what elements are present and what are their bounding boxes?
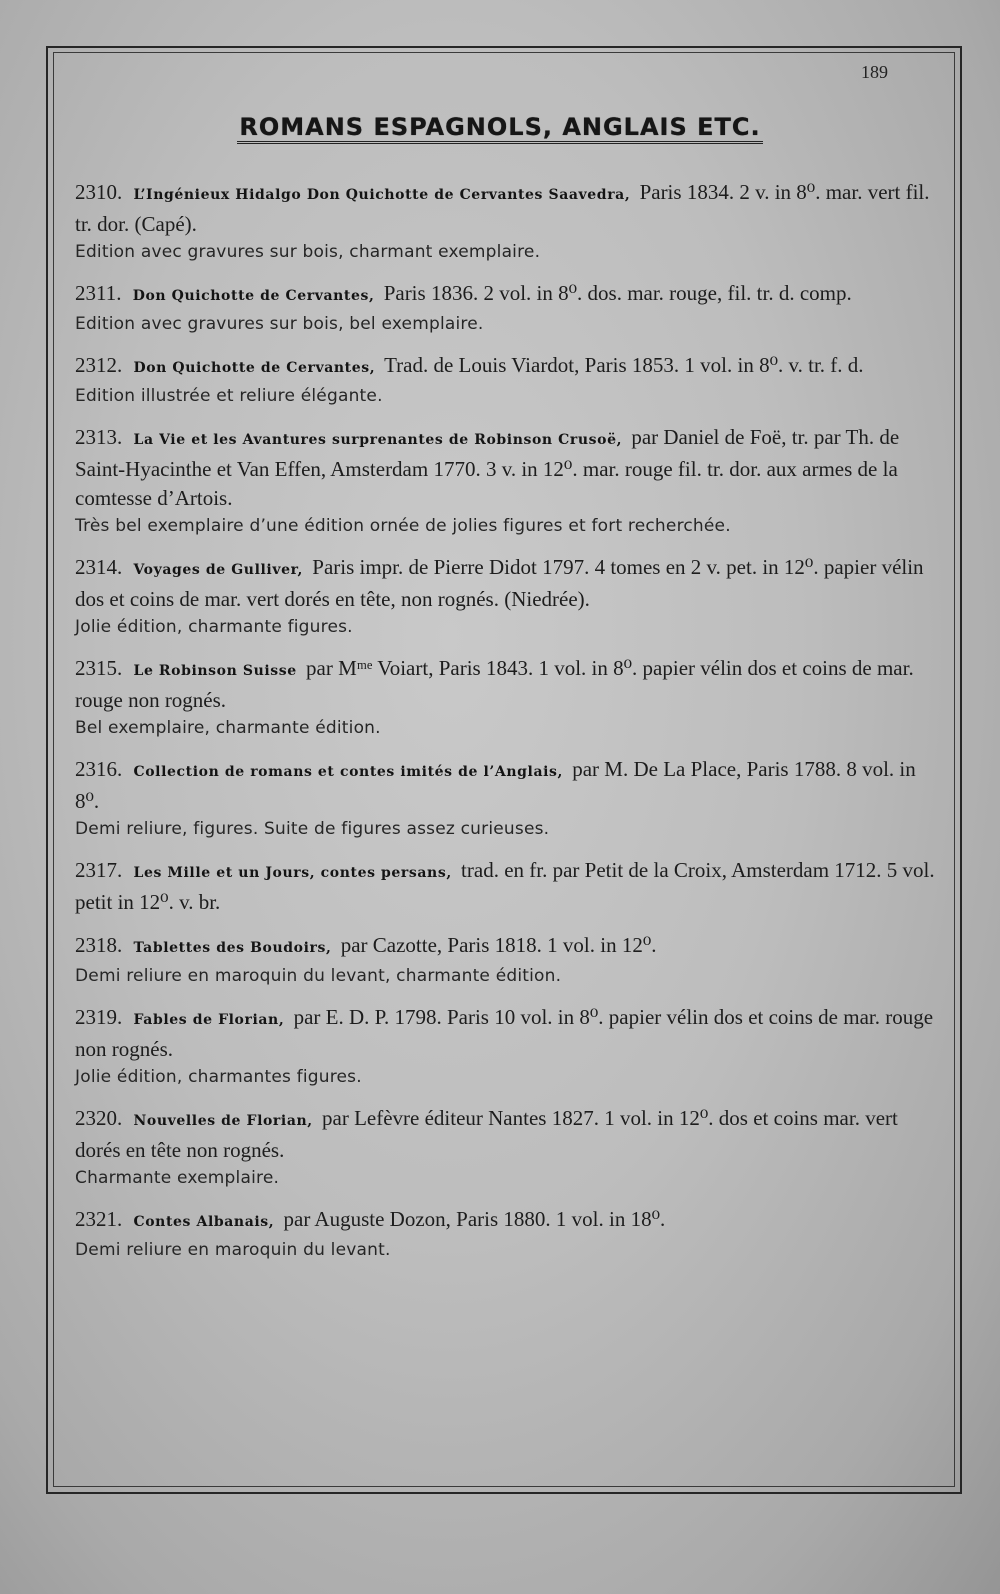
lot-number: 2315. [75,656,123,680]
book-title: Les Mille et un Jours, contes persans, [133,865,452,881]
book-note: Très bel exemplaire d’une édition ornée de jolies figures et fort recherchée. [75,516,731,536]
lot-number: 2317. [75,858,123,882]
catalog-entry [75,1104,935,1191]
book-title: L’Ingénieux Hidalgo Don Quichotte de Cervantes Saavedra, [133,187,631,203]
book-description: par E. D. P. 1798. Paris 10 vol. in 8⁰. papier vélin dos et coins de mar. rouge non rognés. [75,1005,934,1061]
book-note: Charmante exemplaire. [75,1168,280,1188]
catalog-entry [75,423,935,539]
lot-number: 2319. [75,1005,123,1029]
book-description: par Mᵐᵉ Voiart, Paris 1843. 1 vol. in 8⁰. papier vélin dos et coins de mar. rouge non rognés. [75,656,914,712]
book-title: Nouvelles de Florian, [133,1113,313,1129]
book-note: Demi reliure, figures. Suite de figures assez curieuses. [75,819,550,839]
book-description: par Cazotte, Paris 1818. 1 vol. in 12⁰. [340,933,657,957]
catalog-entry [75,654,935,741]
book-note: Bel exemplaire, charmante édition. [75,718,381,738]
catalog-entry [75,1205,935,1263]
catalog-entry [75,553,935,640]
book-title: La Vie et les Avantures surprenantes de Robinson Crusoë, [133,432,623,448]
book-note: Edition avec gravures sur bois, charmant exemplaire. [75,242,541,262]
book-title: Le Robinson Suisse [133,663,297,679]
lot-number: 2310. [75,180,123,204]
lot-number: 2316. [75,757,123,781]
catalog-entries [75,178,935,1277]
book-description: par M. De La Place, Paris 1788. 8 vol. in 8⁰. [75,757,916,813]
section-heading-text: ROMANS ESPAGNOLS, ANGLAIS ETC. [237,112,762,144]
book-note: Jolie édition, charmantes figures. [75,1067,362,1087]
book-description: par Auguste Dozon, Paris 1880. 1 vol. in 18⁰. [283,1207,666,1231]
book-note: Edition illustrée et reliure élégante. [75,386,383,406]
book-description: trad. en fr. par Petit de la Croix, Amsterdam 1712. 5 vol. petit in 12⁰. v. br. [75,858,935,914]
book-description: Paris 1836. 2 vol. in 8⁰. dos. mar. rouge, fil. tr. d. comp. [383,281,852,305]
book-description: Paris impr. de Pierre Didot 1797. 4 tomes en 2 v. pet. in 12⁰. papier vélin dos et coins de mar. vert dorés en tête, non rognés. (Niedrée). [75,555,924,611]
book-title: Collection de romans et contes imités de l’Anglais, [133,764,563,780]
catalog-entry [75,351,935,409]
lot-number: 2311. [75,281,122,305]
page-number: 189 [861,62,888,82]
section-heading [0,112,1000,144]
book-description: par Lefèvre éditeur Nantes 1827. 1 vol. in 12⁰. dos et coins mar. vert dorés en tête non rognés. [75,1106,898,1162]
book-title: Voyages de Gulliver, [133,562,304,578]
book-note: Edition avec gravures sur bois, bel exemplaire. [75,314,484,334]
book-note: Jolie édition, charmante figures. [75,617,353,637]
catalog-entry [75,1003,935,1090]
catalog-entry [75,856,935,917]
book-title: Don Quichotte de Cervantes, [132,288,375,304]
lot-number: 2313. [75,425,123,449]
lot-number: 2318. [75,933,123,957]
book-description: Paris 1834. 2 v. in 8⁰. mar. vert fil. tr. dor. (Capé). [75,180,930,236]
catalog-entry [75,755,935,842]
catalog-entry [75,178,935,265]
book-description: par Daniel de Foë, tr. par Th. de Saint-Hyacinthe et Van Effen, Amsterdam 1770. 3 v. in 12⁰. mar. rouge fil. tr. dor. aux armes de la comtesse d’Artois. [75,425,900,510]
lot-number: 2312. [75,353,123,377]
book-title: Fables de Florian, [133,1012,285,1028]
book-description: Trad. de Louis Viardot, Paris 1853. 1 vol. in 8⁰. v. tr. f. d. [384,353,864,377]
catalog-entry [75,279,935,337]
book-title: Tablettes des Boudoirs, [133,940,332,956]
book-title: Contes Albanais, [133,1214,275,1230]
catalog-entry [75,931,935,989]
lot-number: 2314. [75,555,123,579]
lot-number: 2320. [75,1106,123,1130]
book-note: Demi reliure en maroquin du levant. [75,1240,391,1260]
lot-number: 2321. [75,1207,123,1231]
book-title: Don Quichotte de Cervantes, [133,360,376,376]
book-note: Demi reliure en maroquin du levant, charmante édition. [75,966,562,986]
